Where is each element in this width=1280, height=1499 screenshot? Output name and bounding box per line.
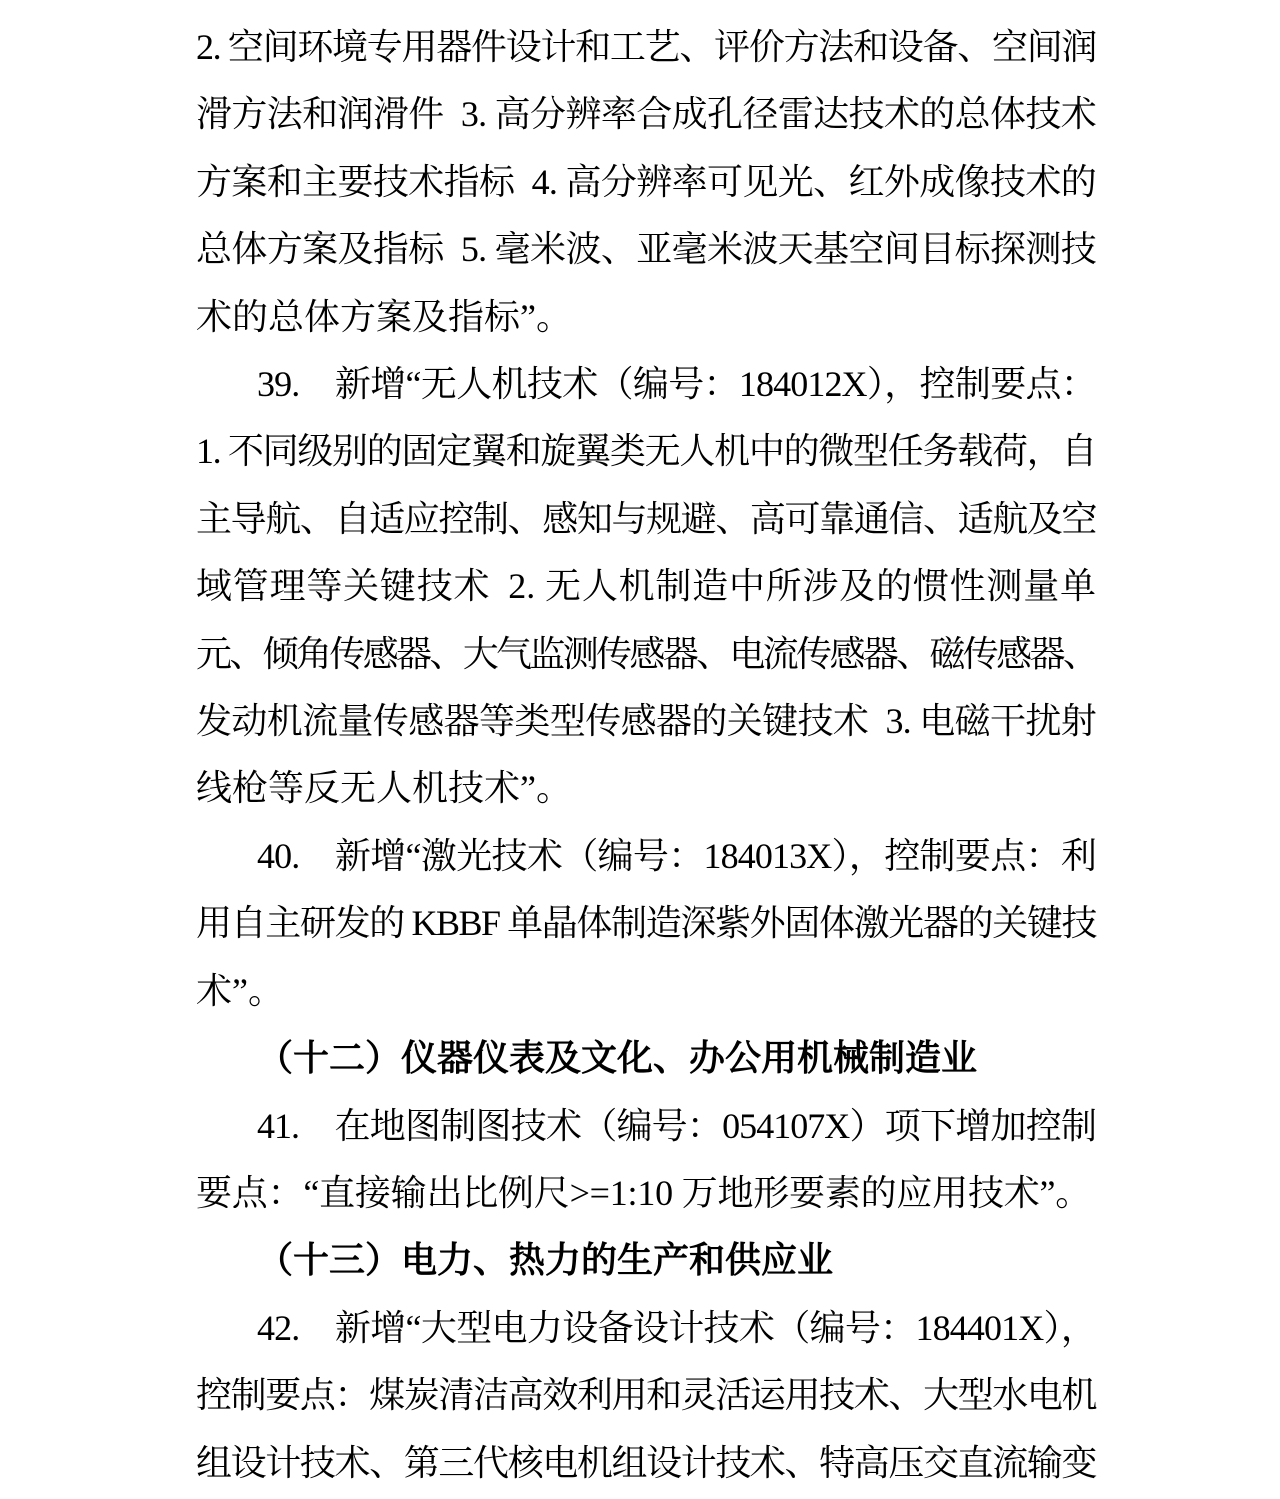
text-line: 线枪等反无人机技术”。 — [196, 768, 572, 809]
paragraph — [196, 14, 1096, 351]
text-line: 域管理等关键技术 2. 无人机制造中所涉及的惯性测量单 — [196, 566, 1096, 607]
document-text — [196, 0, 1096, 1497]
text-line: 42. 新增“大型电力设备设计技术（编号：184401X）， — [257, 1307, 1096, 1348]
text-line: 总体方案及指标 5. 毫米波、亚毫米波天基空间目标探测技 — [196, 229, 1096, 270]
text-line: 主导航、自适应控制、感知与规避、高可靠通信、适航及空 — [196, 498, 1096, 539]
text-line: 要点：“直接输出比例尺>=1:10 万地形要素的应用技术”。 — [196, 1172, 1092, 1213]
section-heading — [196, 1227, 1096, 1294]
paragraph — [196, 823, 1096, 1025]
section-heading — [196, 1025, 1096, 1092]
text-line: 40. 新增“激光技术（编号：184013X），控制要点：利 — [257, 835, 1096, 876]
paragraph — [196, 1295, 1096, 1497]
text-line: 41. 在地图制图技术（编号：054107X）项下增加控制 — [257, 1105, 1096, 1146]
text-line: 2. 空间环境专用器件设计和工艺、评价方法和设备、空间润 — [196, 27, 1096, 67]
text-line: 组设计技术、第三代核电机组设计技术、特高压交直流输变 — [196, 1442, 1096, 1483]
text-line: （十三）电力、热力的生产和供应业 — [257, 1240, 834, 1281]
text-line: 39. 新增“无人机技术（编号：184012X），控制要点： — [257, 364, 1096, 405]
paragraph — [196, 1093, 1096, 1228]
text-line: 术”。 — [196, 970, 284, 1011]
paragraph — [196, 351, 1096, 823]
text-line: 发动机流量传感器等类型传感器的关键技术 3. 电磁干扰射 — [196, 701, 1096, 742]
text-line: 1. 不同级别的固定翼和旋翼类无人机中的微型任务载荷，自 — [196, 431, 1096, 472]
text-line: 控制要点：煤炭清洁高效利用和灵活运用技术、大型水电机 — [196, 1375, 1096, 1416]
text-line: 方案和主要技术指标 4. 高分辨率可见光、红外成像技术的 — [196, 161, 1096, 202]
text-line: 用自主研发的 KBBF 单晶体制造深紫外固体激光器的关键技 — [196, 903, 1096, 944]
text-line: 元、倾角传感器、大气监测传感器、电流传感器、磁传感器、 — [196, 633, 1096, 674]
text-line: 术的总体方案及指标”。 — [196, 296, 572, 337]
text-line: 滑方法和润滑件 3. 高分辨率合成孔径雷达技术的总体技术 — [196, 94, 1096, 135]
text-line: （十二）仪器仪表及文化、办公用机械制造业 — [257, 1038, 978, 1079]
